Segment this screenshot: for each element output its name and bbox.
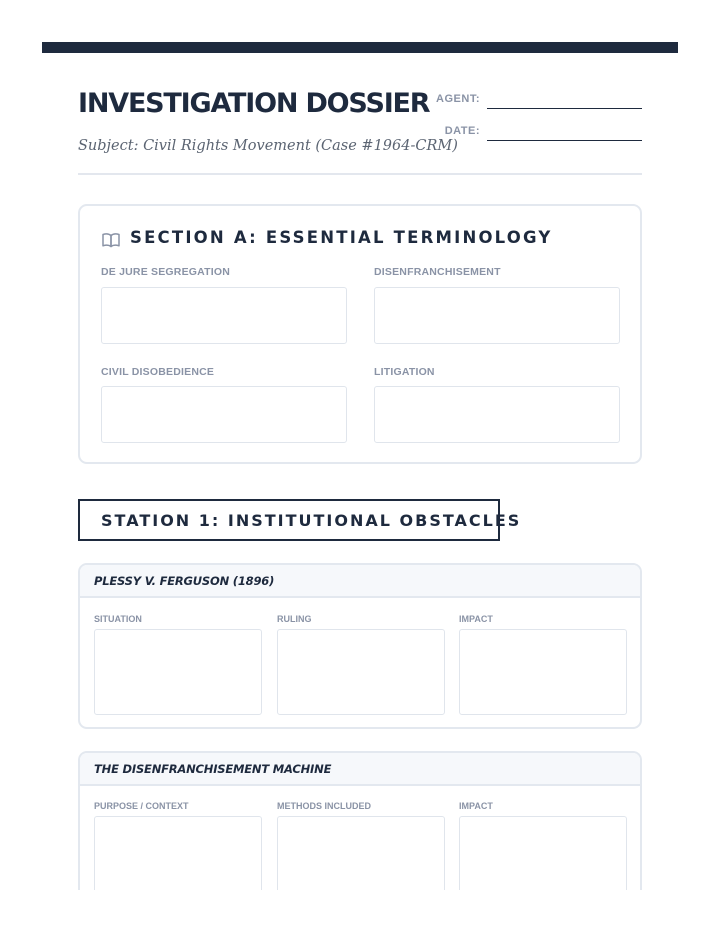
station-1-header [78,499,522,541]
impact-field[interactable] [459,629,627,715]
term-label-disenfranchisement: DISENFRANCHISEMENT [374,266,501,278]
purpose-context-field[interactable] [94,816,262,901]
case-title-disenfranchisement: THE DISENFRANCHISEMENT MACHINE [94,762,332,776]
open-book-icon [102,232,120,248]
term-label-de-jure-segregation: DE JURE SEGREGATION [101,266,231,278]
ruling-field[interactable] [277,629,445,715]
case-header [80,565,640,598]
top-banner-bar [42,42,678,53]
agent-field[interactable] [487,108,642,109]
case-title-plessy: PLESSY V. FERGUSON (1896) [94,574,275,588]
term-label-civil-disobedience: CIVIL DISOBEDIENCE [101,366,215,378]
agent-label: AGENT: [436,93,480,105]
station-1-title: STATION 1: INSTITUTIONAL OBSTACLES [101,511,522,530]
column-label-impact: IMPACT [459,801,493,811]
term-field-de-jure-segregation[interactable] [101,287,347,344]
case-card-disenfranchisement [78,751,642,901]
date-label: DATE: [444,125,480,137]
case-header [80,753,640,786]
term-field-litigation[interactable] [374,386,620,443]
page-bottom-margin [0,890,720,932]
column-label-purpose-context: PURPOSE / CONTEXT [94,801,189,811]
term-field-disenfranchisement[interactable] [374,287,620,344]
case-card-plessy [78,563,642,729]
date-field[interactable] [487,140,642,141]
page-subtitle: Subject: Civil Rights Movement (Case #1964-CRM) [78,138,458,154]
column-label-impact: IMPACT [459,614,493,624]
methods-included-field[interactable] [277,816,445,901]
column-label-methods-included: METHODS INCLUDED [277,801,371,811]
page-title: INVESTIGATION DOSSIER [78,88,430,119]
terminology-card [78,204,642,464]
situation-field[interactable] [94,629,262,715]
column-label-ruling: RULING [277,614,312,624]
impact-field[interactable] [459,816,627,901]
section-a-title: SECTION A: ESSENTIAL TERMINOLOGY [130,228,553,247]
header-divider [78,173,642,175]
term-label-litigation: LITIGATION [374,366,435,378]
term-field-civil-disobedience[interactable] [101,386,347,443]
column-label-situation: SITUATION [94,614,142,624]
